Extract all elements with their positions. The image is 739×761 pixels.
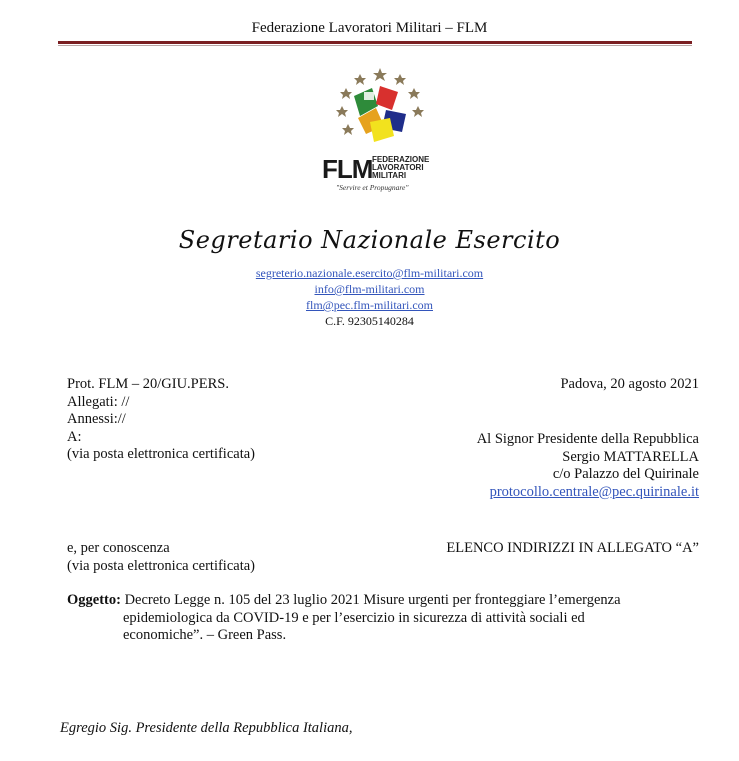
recipient-line-1: Al Signor Presidente della Repubblica xyxy=(476,431,699,447)
email-link-segreteria[interactable]: segreterio.nazionale.esercito@flm-militari.com xyxy=(255,266,484,280)
cc-list: ELENCO INDIRIZZI IN ALLEGATO “A” xyxy=(446,540,699,556)
cc-delivery-method: (via posta elettronica certificata) xyxy=(67,557,255,574)
protocol-number: Prot. FLM – 20/GIU.PERS. xyxy=(67,376,229,392)
recipient-email-link[interactable]: protocollo.centrale@pec.quirinale.it xyxy=(489,483,699,500)
subject-line-3: economiche”. – Green Pass. xyxy=(123,627,287,643)
letter-date: Padova, 20 agosto 2021 xyxy=(560,376,699,392)
logo-motto: "Servire et Propugnare" xyxy=(336,183,409,192)
logo-line-1: FEDERAZIONE xyxy=(372,155,430,164)
logo-line-3: MILITARI xyxy=(372,171,407,180)
email-link-info[interactable]: info@flm-militari.com xyxy=(314,282,425,296)
recipient-address: c/o Palazzo del Quirinale xyxy=(552,466,699,482)
logo-line-2: LAVORATORI xyxy=(372,163,424,172)
logo-subtitle xyxy=(372,156,429,180)
subject-line-1: Decreto Legge n. 105 del 23 luglio 2021 Misure urgenti per fronteggiare l’emergenza xyxy=(124,592,621,608)
subject-block xyxy=(67,592,707,645)
tax-code: C.F. 92305140284 xyxy=(325,314,414,328)
sender-signature: Segretario Nazionale Esercito xyxy=(178,226,561,254)
logo-acronym: FLM xyxy=(322,154,373,184)
annexes: Annessi:// xyxy=(67,411,126,427)
protocol-block xyxy=(67,376,255,464)
to-label: A: xyxy=(67,428,82,445)
salutation: Egregio Sig. Presidente della Repubblica Italiana, xyxy=(60,720,353,736)
delivery-method: (via posta elettronica certificata) xyxy=(67,446,255,462)
cc-label: e, per conoscenza xyxy=(67,540,170,556)
attachments: Allegati: // xyxy=(67,393,130,410)
subject-label: Oggetto: xyxy=(67,592,121,608)
flm-emblem-icon xyxy=(320,66,440,156)
header-rule xyxy=(58,41,692,44)
recipient-name: Sergio MATTARELLA xyxy=(562,448,699,465)
sender-contacts xyxy=(0,265,739,329)
email-link-pec[interactable]: flm@pec.flm-militari.com xyxy=(305,298,433,312)
subject-line-2: epidemiologica da COVID-19 e per l’esercizio in sicurezza di attività sociali ed xyxy=(123,609,585,626)
recipient-block xyxy=(477,431,699,501)
cc-block xyxy=(67,540,255,575)
document-header: Federazione Lavoratori Militari – FLM xyxy=(251,20,488,36)
header-rule-thin xyxy=(58,45,692,46)
